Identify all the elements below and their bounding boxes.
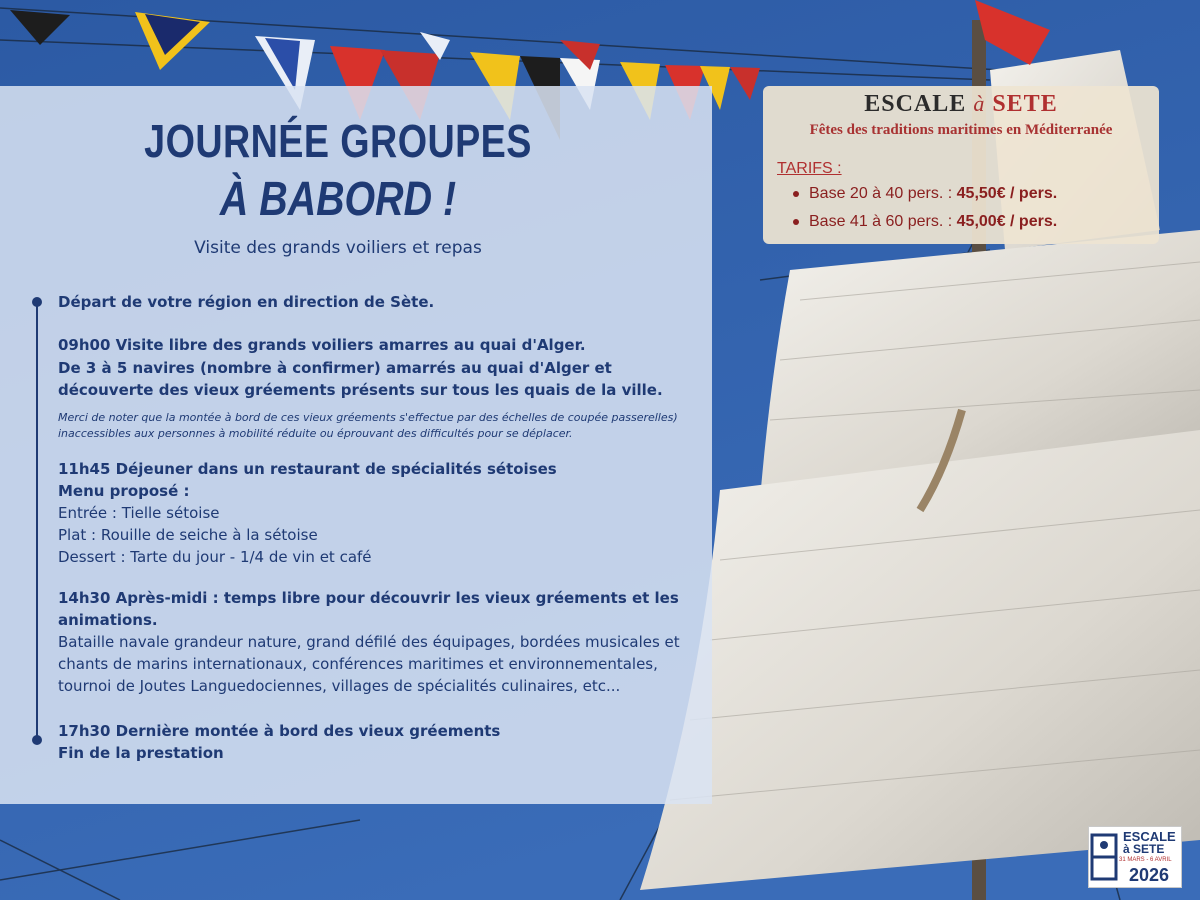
step-lunch [58, 458, 698, 568]
tarif-row-price: 45,50€ / pers. [956, 185, 1058, 202]
logo-line1: ESCALE [1123, 829, 1176, 844]
brand-tagline: Fêtes des traditions maritimes en Méditerranée [809, 122, 1113, 138]
page-title: JOURNÉE GROUPES [144, 115, 532, 167]
timeline-dot [32, 297, 42, 307]
timeline-line [36, 300, 38, 740]
tarif-row-price: 45,00€ / pers. [956, 213, 1058, 230]
tarif-box [763, 86, 1159, 244]
logo-year: 2026 [1129, 865, 1170, 885]
logo-dates: 31 MARS - 6 AVRIL [1119, 857, 1172, 863]
step-visit-note: Merci de noter que la montée à bord de ces vieux gréements s'effectue par des échelles de coupée passerelles) inaccessibles aux personnes à mobilité réduite ou éprouvant des difficultés pour se déplacer. [58, 411, 678, 440]
anchor-icon [1089, 827, 1123, 887]
brand-a: à [973, 91, 986, 116]
menu-label: Menu proposé : [58, 482, 190, 500]
escale-logo [1088, 826, 1182, 888]
step-departure-text: Départ de votre région en direction de Sète. [58, 293, 435, 311]
bullet-icon [793, 219, 799, 225]
page-title-sub: À BABORD ! [219, 173, 457, 226]
brand-escale: ESCALE [864, 91, 967, 117]
step-end-line1: 17h30 Dernière montée à bord des vieux gréements [58, 722, 501, 740]
step-visit [58, 334, 698, 442]
bullet-icon [793, 191, 799, 197]
brand-name [763, 91, 1159, 118]
step-end [58, 720, 698, 764]
tarif-row [793, 213, 1057, 231]
brand-sete: SETE [992, 91, 1058, 117]
menu-main: Plat : Rouille de seiche à la sétoise [58, 526, 318, 544]
step-end-line2: Fin de la prestation [58, 744, 224, 762]
tarif-label: TARIFS : [777, 160, 842, 177]
menu-dessert: Dessert : Tarte du jour - 1/4 de vin et café [58, 548, 372, 566]
step-departure [58, 291, 698, 313]
step-afternoon-detail: Bataille navale grandeur nature, grand défilé des équipages, bordées musicales et chants de marins internationaux, conférences maritimes et environnementales, tournoi de Joutes Languedociennes, villages de spécialités culinaires, etc... [58, 633, 680, 695]
tarif-row-text: Base 20 à 40 pers. : [809, 185, 957, 202]
timeline-dot [32, 735, 42, 745]
tarif-row-text: Base 41 à 60 pers. : [809, 213, 957, 230]
logo-line2: à SETE [1123, 842, 1165, 856]
page-subtitle: Visite des grands voiliers et repas [194, 238, 482, 258]
tarif-row [793, 185, 1057, 203]
step-visit-detail: De 3 à 5 navires (nombre à confirmer) amarrés au quai d'Alger et découverte des vieux gréements présents sur tous les quais de la ville. [58, 359, 663, 399]
menu-starter: Entrée : Tielle sétoise [58, 504, 220, 522]
step-lunch-heading: 11h45 Déjeuner dans un restaurant de spécialités sétoises [58, 460, 557, 478]
step-afternoon [58, 587, 698, 697]
step-visit-heading: 09h00 Visite libre des grands voiliers amarres au quai d'Alger. [58, 336, 586, 354]
step-afternoon-heading: 14h30 Après-midi : temps libre pour découvrir les vieux gréements et les animations. [58, 589, 679, 629]
